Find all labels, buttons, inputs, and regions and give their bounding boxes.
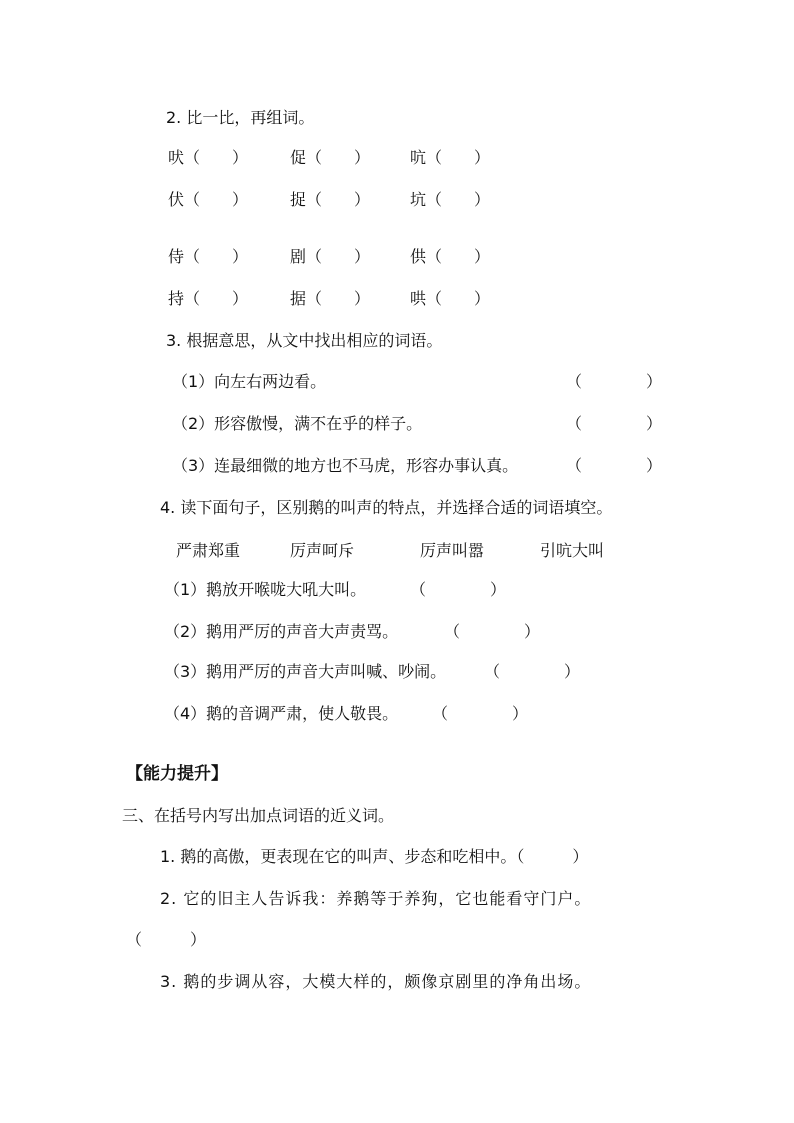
q3-title: 3. 根据意思，从文中找出相应的词语。: [166, 331, 443, 350]
q4-title: 4. 读下面句子，区别鹅的叫声的特点，并选择合适的词语填空。: [160, 498, 613, 517]
q3-item-3-blank: （ ）: [566, 456, 663, 475]
q3-item-1: （1）向左右两边看。: [172, 372, 327, 391]
q4-item-2: （2）鹅用严厉的声音大声责骂。: [164, 622, 399, 641]
q2-title: 2. 比一比，再组词。: [166, 108, 315, 127]
section-item-3: 3. 鹅的步调从容，大模大样的，颇像京剧里的净角出场。: [160, 972, 592, 991]
q4-option-2: 厉声呵斥: [290, 541, 355, 560]
section-title: 【能力提升】: [126, 764, 228, 784]
q3-item-2: （2）形容傲慢，满不在乎的样子。: [172, 414, 423, 433]
q2-cell-r1-c3: 吭（ ）: [410, 148, 491, 167]
q2-cell-r2-c1: 伏（ ）: [168, 190, 249, 209]
q4-item-2-blank: （ ）: [444, 622, 541, 641]
q4-item-1-blank: （ ）: [410, 580, 507, 599]
q3-item-3: （3）连最细微的地方也不马虎，形容办事认真。: [172, 456, 519, 475]
q4-option-1: 严肃郑重: [176, 541, 241, 560]
q2-cell-r3-c3: 供（ ）: [410, 247, 491, 266]
q4-item-3: （3）鹅用严厉的声音大声叫喊、吵闹。: [164, 662, 447, 681]
q2-cell-r1-c2: 促（ ）: [290, 148, 371, 167]
q2-cell-r3-c1: 侍（ ）: [168, 247, 249, 266]
q2-cell-r2-c2: 捉（ ）: [290, 190, 371, 209]
q2-cell-r2-c3: 坑（ ）: [410, 190, 491, 209]
q2-cell-r4-c1: 持（ ）: [168, 289, 249, 308]
section-item-1: 1. 鹅的高傲，更表现在它的叫声、步态和吃相中。（ ）: [160, 847, 589, 866]
q2-cell-r1-c1: 吠（ ）: [168, 148, 249, 167]
section-item-2: 2. 它的旧主人告诉我：养鹅等于养狗，它也能看守门户。: [160, 889, 592, 908]
q4-item-4-blank: （ ）: [432, 704, 529, 723]
q2-cell-r4-c2: 据（ ）: [290, 289, 371, 308]
section-item-2-blank: （ ）: [126, 930, 207, 949]
section-question-title: 三、在括号内写出加点词语的近义词。: [122, 806, 395, 825]
q4-option-4: 引吭大叫: [540, 541, 605, 560]
q4-item-4: （4）鹅的音调严肃，使人敬畏。: [164, 704, 399, 723]
q3-item-2-blank: （ ）: [566, 414, 663, 433]
q3-item-1-blank: （ ）: [566, 372, 663, 391]
q4-item-1: （1）鹅放开喉咙大吼大叫。: [164, 580, 367, 599]
q4-option-3: 厉声叫嚣: [420, 541, 485, 560]
q4-item-3-blank: （ ）: [484, 662, 581, 681]
q2-cell-r4-c3: 哄（ ）: [410, 289, 491, 308]
q2-cell-r3-c2: 剧（ ）: [290, 247, 371, 266]
